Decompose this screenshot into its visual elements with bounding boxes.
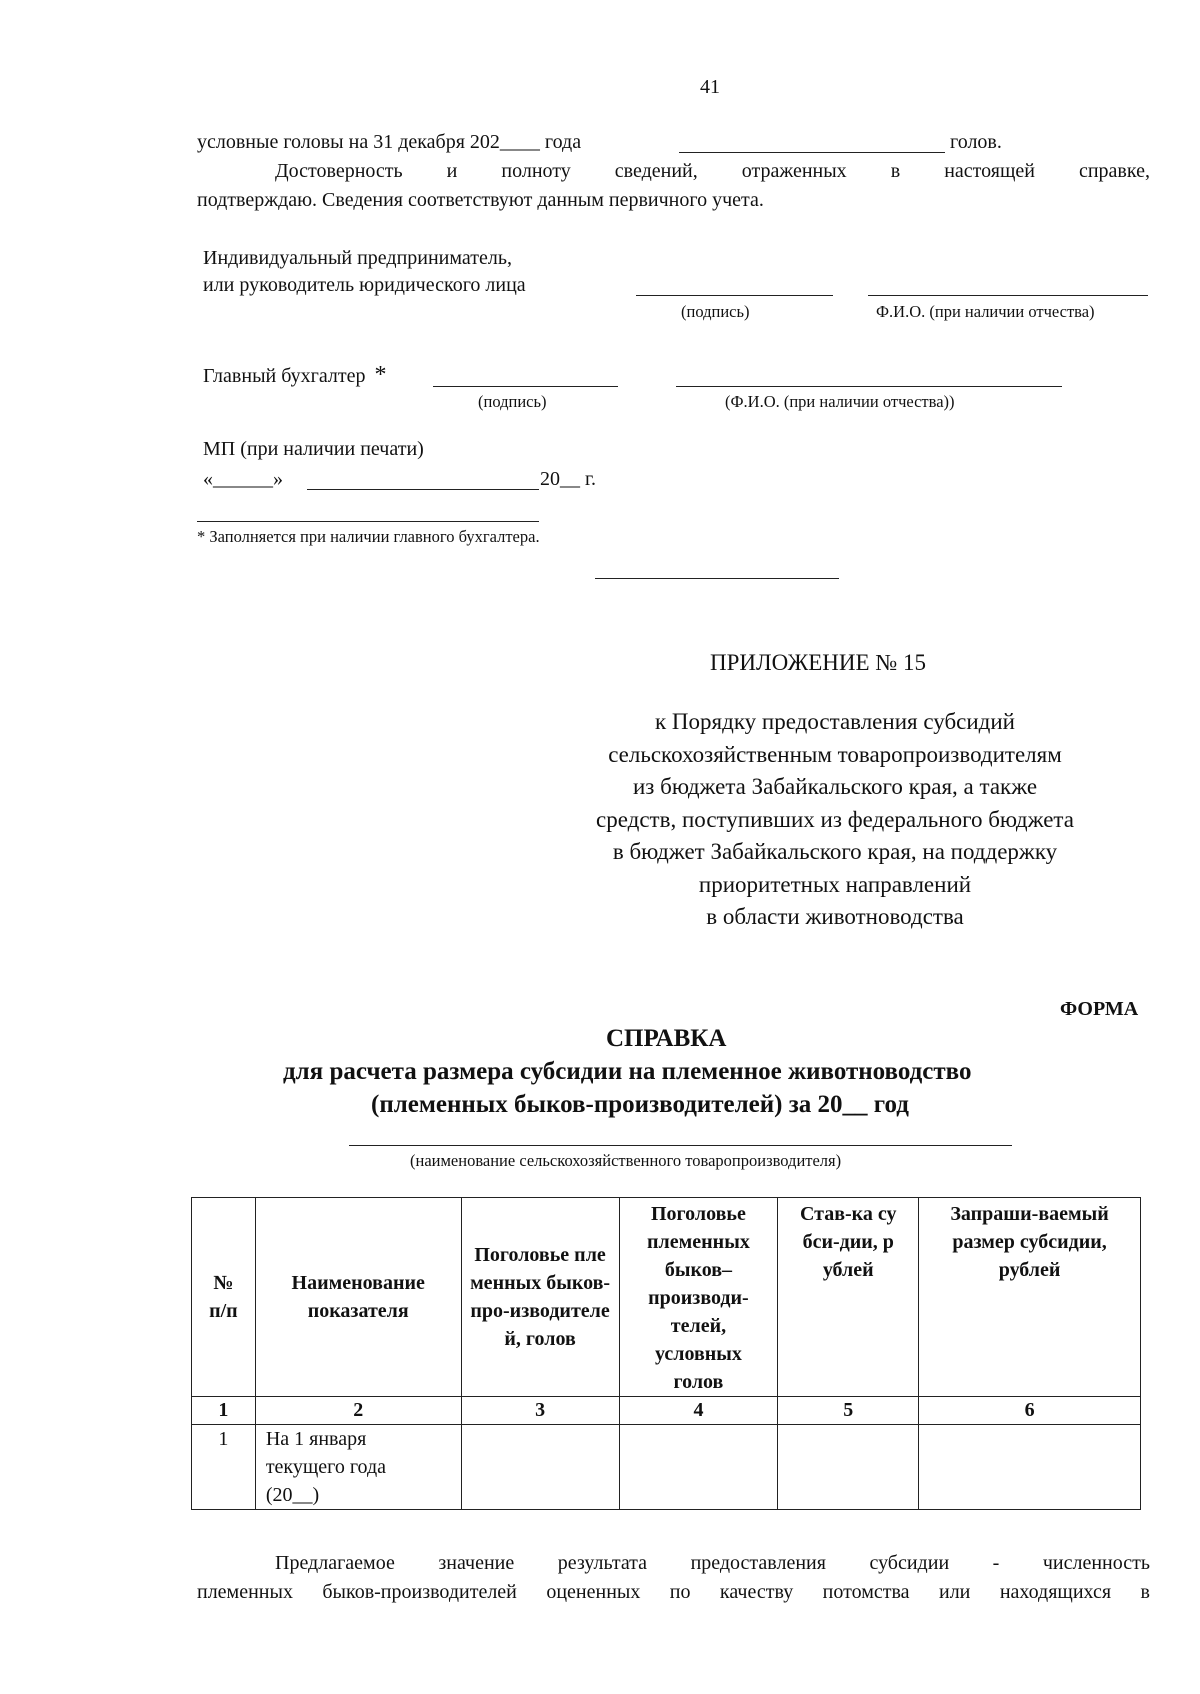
signature-caption: (подпись) — [478, 392, 547, 411]
column-number: 3 — [461, 1397, 619, 1425]
word: полноту — [501, 160, 571, 182]
word: отраженных — [741, 160, 847, 182]
word: справке, — [1078, 160, 1150, 182]
word: племенных — [197, 1581, 293, 1603]
holdings-blank — [679, 152, 945, 153]
word: или — [938, 1581, 971, 1603]
word: потомства — [822, 1581, 910, 1603]
word: в — [890, 160, 901, 182]
column-number: 4 — [619, 1397, 778, 1425]
word: сведений, — [614, 160, 698, 182]
cell-conditional-heads[interactable] — [619, 1425, 778, 1510]
signature-caption: (подпись) — [681, 302, 750, 321]
chief-accountant-label — [203, 362, 386, 389]
footnote-separator — [197, 521, 539, 522]
word: настоящей — [944, 160, 1035, 182]
column-number: 5 — [778, 1397, 919, 1425]
row-number: 1 — [192, 1425, 256, 1510]
chief-accountant-text: Главный бухгалтер — [203, 365, 366, 387]
word: по — [669, 1581, 691, 1603]
result-paragraph-line2 — [197, 1581, 1150, 1604]
date-month-line — [307, 489, 539, 490]
fio-line-accountant — [676, 386, 1062, 387]
appendix-line: средств, поступивших из федерального бюджета — [596, 806, 1074, 832]
word: численность — [1042, 1552, 1150, 1574]
cell-head-count[interactable] — [461, 1425, 619, 1510]
table-header-row — [192, 1198, 1141, 1397]
column-number: 2 — [255, 1397, 461, 1425]
column-number: 1 — [192, 1397, 256, 1425]
row-indicator-name: На 1 января текущего года (20__) — [255, 1425, 461, 1510]
footnote: * Заполняется при наличии главного бухгалтера. — [197, 527, 540, 546]
entrepreneur-label-line2: или руководитель юридического лица — [203, 274, 526, 296]
appendix-line: сельскохозяйственным товаропроизводителям — [608, 741, 1062, 767]
seal-label: МП (при наличии печати) — [203, 438, 424, 460]
word: предоставления — [690, 1552, 826, 1574]
header-cell-requested-amount: Запраши-ваемый размер субсидии, рублей — [919, 1198, 1141, 1397]
appendix-line: из бюджета Забайкальского края, а также — [632, 774, 1038, 799]
form-subtitle-line2: (племенных быков-производителей) за 20__ год — [371, 1091, 909, 1118]
subsidy-calculation-table — [191, 1197, 1141, 1510]
signature-line-entrepreneur — [636, 295, 833, 296]
date-day: «______» — [203, 468, 283, 490]
form-title: СПРАВКА — [606, 1025, 727, 1052]
appendix-description — [530, 706, 1140, 934]
cell-rate[interactable] — [778, 1425, 919, 1510]
header-cell-number: № п/п — [192, 1198, 256, 1397]
fio-line-entrepreneur — [868, 295, 1148, 296]
table-row — [192, 1425, 1141, 1510]
appendix-line: приоритетных направлений — [698, 871, 972, 897]
word: Достоверность — [275, 160, 403, 182]
word: качеству — [719, 1581, 794, 1603]
word: - — [992, 1552, 1000, 1574]
appendix-line: в бюджет Забайкальского края, на поддержку — [612, 839, 1058, 864]
header-cell-conditional-heads: Поголовье племенных быков– производи-телей, условных голов — [619, 1198, 778, 1397]
word: значение — [438, 1552, 515, 1574]
word: находящихся — [999, 1581, 1112, 1603]
date-year: 20__ г. — [540, 468, 596, 490]
word: быков-производителей — [322, 1581, 517, 1603]
column-number-row — [192, 1397, 1141, 1425]
holdings-suffix: голов. — [950, 131, 1002, 153]
holdings-line: условные головы на 31 декабря 202____ года — [197, 131, 582, 153]
appendix-title: ПРИЛОЖЕНИЕ № 15 — [710, 650, 927, 675]
word: результата — [557, 1552, 648, 1574]
column-number: 6 — [919, 1397, 1141, 1425]
appendix-line: в области животноводства — [706, 904, 964, 929]
header-cell-rate: Став-ка субси-дии, рублей — [778, 1198, 919, 1397]
page-number: 41 — [700, 76, 720, 98]
word: Предлагаемое — [275, 1552, 395, 1574]
confirmation-paragraph-line1 — [275, 160, 1150, 183]
header-cell-indicator: Наименование показателя — [255, 1198, 461, 1397]
result-paragraph-line1 — [275, 1552, 1150, 1575]
word: оцененных — [546, 1581, 641, 1603]
appendix-line: к Порядку предоставления субсидий — [655, 709, 1015, 734]
word: в — [1140, 1581, 1150, 1603]
word: субсидии — [869, 1552, 950, 1574]
signature-line-accountant — [433, 386, 618, 387]
cell-requested-amount[interactable] — [919, 1425, 1141, 1510]
form-subtitle-line1: для расчета размера субсидии на племенное животноводство — [283, 1058, 972, 1085]
producer-name-caption: (наименование сельскохозяйственного товаропроизводителя) — [410, 1151, 842, 1170]
word: и — [446, 160, 458, 182]
confirmation-paragraph-line2: подтверждаю. Сведения соответствуют данным первичного учета. — [197, 189, 764, 211]
asterisk-mark: * — [374, 362, 387, 388]
form-label: ФОРМА — [1060, 998, 1139, 1020]
header-cell-head-count: Поголовье племенных быков-про-изводителей, голов — [461, 1198, 619, 1397]
entrepreneur-label-line1: Индивидуальный предприниматель, — [203, 247, 512, 269]
section-separator — [595, 578, 839, 579]
fio-caption: (Ф.И.О. (при наличии отчества)) — [725, 392, 955, 411]
fio-caption: Ф.И.О. (при наличии отчества) — [876, 302, 1095, 321]
producer-name-line — [349, 1145, 1012, 1146]
